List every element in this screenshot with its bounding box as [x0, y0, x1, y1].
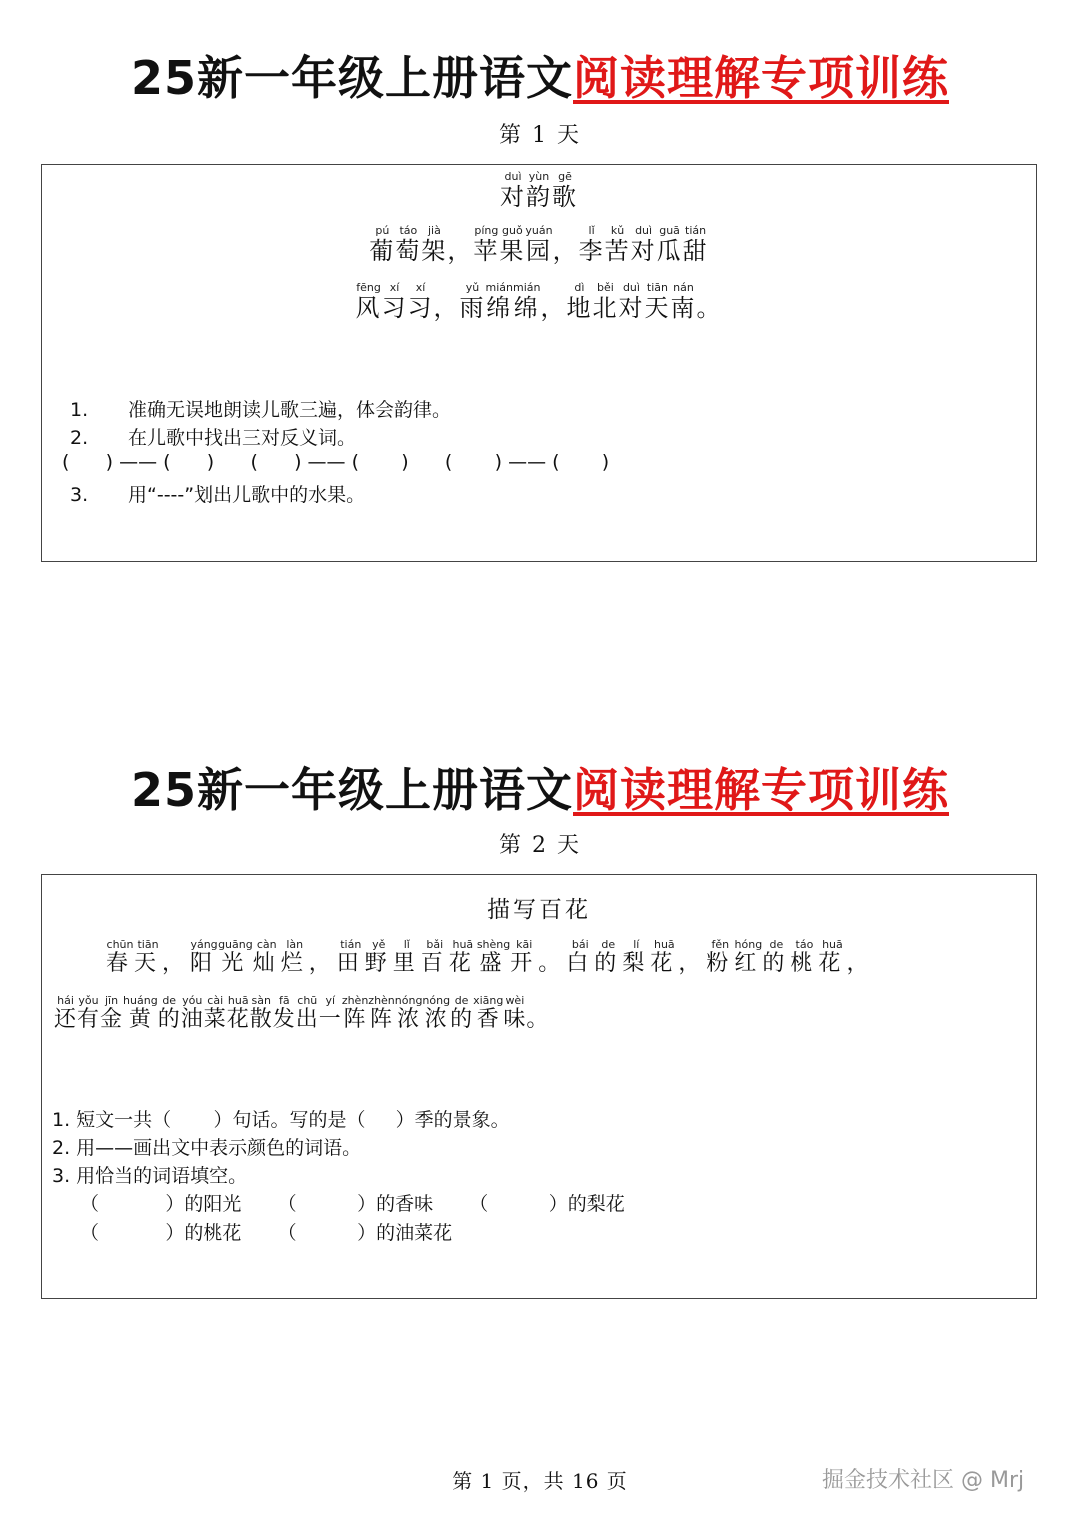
title-red-part: 阅读理解专项训练	[573, 51, 949, 105]
exercise-box-2	[41, 874, 1037, 1299]
pinyin: kāi	[510, 938, 539, 951]
hanzi-char: ，	[433, 294, 460, 322]
pinyin: de	[762, 938, 791, 951]
hanzi-char: 风fēng	[355, 281, 382, 322]
pinyin: xiāng	[473, 994, 504, 1007]
hanzi-char: 里lǐ	[392, 938, 421, 976]
hanzi-char: 绵mián	[512, 281, 541, 322]
hanzi-char: 园yuán	[525, 224, 553, 265]
pinyin: tián	[682, 224, 709, 237]
poem-title	[42, 171, 1036, 212]
watermark: 掘金技术社区 @ Mrj	[822, 1468, 1025, 1493]
hanzi-char: 绵mián	[485, 281, 513, 322]
pinyin: zhèn	[368, 994, 395, 1007]
pinyin: de	[157, 994, 181, 1007]
pinyin: duì	[500, 170, 526, 183]
hanzi-char: 雨yǔ	[459, 281, 486, 322]
pinyin: jià	[421, 224, 448, 237]
hanzi-char: 粉fěn	[706, 938, 735, 976]
pinyin: kǔ	[604, 224, 631, 237]
question-3: 3. 用恰当的词语填空。	[52, 1165, 248, 1187]
pinyin: gē	[552, 170, 578, 183]
page-footer: 第 1 页，共 16 页	[452, 1469, 628, 1493]
hanzi-char: 歌gē	[552, 170, 578, 211]
pinyin: dì	[566, 281, 593, 294]
hanzi-char: 的de	[157, 994, 181, 1032]
hanzi-char: 南nán	[670, 281, 697, 322]
pinyin: jīn	[100, 994, 124, 1007]
fill-blank-row-1: （ ）的阳光 （ ）的香味 （ ）的梨花	[80, 1193, 625, 1215]
question-1: 1. 准确无误地朗读儿歌三遍，体会韵律。	[70, 399, 452, 421]
fill-blank-row-2: （ ）的桃花 （ ）的油菜花	[80, 1222, 453, 1244]
pinyin: yí	[318, 994, 342, 1007]
hanzi-char: 的de	[450, 994, 474, 1032]
hanzi-char: 苹píng	[473, 224, 500, 265]
pinyin: táo	[395, 224, 422, 237]
pinyin: càn	[252, 938, 281, 951]
pinyin: wèi	[503, 994, 527, 1007]
hanzi-char: 对duì	[630, 224, 657, 265]
hanzi-char: 葡pú	[369, 224, 396, 265]
pinyin: zhèn	[341, 994, 369, 1007]
hanzi-char: 百bǎi	[420, 938, 449, 976]
pinyin: guā	[656, 224, 683, 237]
pinyin: xí	[407, 281, 434, 294]
pinyin: làn	[280, 938, 309, 951]
hanzi-char: 天tiān	[134, 938, 163, 976]
passage-line-2	[54, 995, 549, 1033]
hanzi-char: 甜tián	[682, 224, 709, 265]
hanzi-char: 田tián	[336, 938, 365, 976]
hanzi-char: 。	[538, 951, 567, 976]
question-2: 2. 在儿歌中找出三对反义词。	[70, 427, 357, 449]
poem-line-1	[42, 225, 1036, 266]
pinyin: nóng	[422, 994, 451, 1007]
hanzi-char: 发fā	[272, 994, 296, 1032]
hanzi-char: 散sàn	[249, 994, 273, 1032]
pinyin: nán	[670, 281, 697, 294]
pinyin: de	[594, 938, 623, 951]
hanzi-char: 烂làn	[280, 938, 309, 976]
hanzi-char: 花huā	[226, 994, 250, 1032]
hanzi-char: 瓜guā	[656, 224, 683, 265]
day-label-1: 第 1 天	[499, 123, 581, 148]
hanzi-char: ，	[162, 951, 191, 976]
pinyin: lí	[622, 938, 651, 951]
pinyin: yǒu	[77, 994, 101, 1007]
pinyin: chūn	[106, 938, 134, 951]
pinyin: xí	[381, 281, 408, 294]
hanzi-char: ，	[447, 237, 474, 265]
hanzi-char: 盛shèng	[476, 938, 511, 976]
question-1: 1. 短文一共（ ）句话。写的是（ ）季的景象。	[52, 1109, 510, 1131]
passage-title: 描写百花	[487, 897, 591, 923]
pinyin: hái	[54, 994, 77, 1007]
pinyin: duì	[630, 224, 657, 237]
hanzi-char: 韵yùn	[526, 170, 552, 211]
pinyin: yě	[364, 938, 393, 951]
pinyin: běi	[592, 281, 619, 294]
pinyin: lǐ	[578, 224, 605, 237]
pinyin: chū	[295, 994, 319, 1007]
pinyin: huā	[448, 938, 477, 951]
hanzi-char: ，	[308, 951, 337, 976]
pinyin: cài	[203, 994, 227, 1007]
pinyin: bǎi	[420, 938, 449, 951]
hanzi-char: 对duì	[500, 170, 526, 211]
hanzi-char: 习xí	[407, 281, 434, 322]
hanzi-char: 。	[696, 294, 723, 322]
pinyin: guāng	[218, 938, 253, 951]
hanzi-char: 北běi	[592, 281, 619, 322]
hanzi-char: 红hóng	[734, 938, 763, 976]
hanzi-char: 。	[526, 1007, 550, 1032]
hanzi-char: 味wèi	[503, 994, 527, 1032]
question-2: 2. 用——画出文中表示颜色的词语。	[52, 1137, 362, 1159]
pinyin: yǔ	[459, 281, 486, 294]
hanzi-char: 的de	[594, 938, 623, 976]
hanzi-char: ，	[552, 237, 579, 265]
pinyin: fēng	[355, 281, 382, 294]
hanzi-char: 油yóu	[180, 994, 204, 1032]
hanzi-char: 出chū	[295, 994, 319, 1032]
hanzi-char: 春chūn	[106, 938, 135, 976]
title-black-part: 25新一年级上册语文	[130, 51, 573, 105]
pinyin: yuán	[525, 224, 553, 237]
worksheet-title-2	[0, 762, 1080, 818]
hanzi-char: 花huā	[650, 938, 679, 976]
hanzi-char: 还hái	[54, 994, 78, 1032]
question-3: 3. 用“----”划出儿歌中的水果。	[70, 484, 366, 506]
hanzi-char: 灿càn	[252, 938, 281, 976]
hanzi-char: 果guǒ	[499, 224, 526, 265]
pinyin: guǒ	[499, 224, 526, 237]
hanzi-char: 白bái	[566, 938, 595, 976]
pinyin: pú	[369, 224, 396, 237]
hanzi-char: 花huā	[818, 938, 847, 976]
pinyin: fěn	[706, 938, 735, 951]
hanzi-char: 野yě	[364, 938, 393, 976]
hanzi-char: 黄huáng	[123, 994, 158, 1032]
passage-line-1	[106, 939, 874, 977]
pinyin: yáng	[190, 938, 219, 951]
pinyin: duì	[618, 281, 645, 294]
antonym-blanks: ( ) —— ( ) ( ) —— ( ) ( ) —— ( )	[62, 451, 610, 473]
pinyin: huáng	[123, 994, 158, 1007]
hanzi-char: 阵zhèn	[341, 994, 369, 1032]
hanzi-char: ，	[678, 951, 707, 976]
pinyin: bái	[566, 938, 595, 951]
pinyin: hóng	[734, 938, 763, 951]
pinyin: de	[450, 994, 474, 1007]
hanzi-char: 浓nóng	[394, 994, 423, 1032]
pinyin: huā	[650, 938, 679, 951]
hanzi-char: 的de	[762, 938, 791, 976]
hanzi-char: 菜cài	[203, 994, 227, 1032]
hanzi-char: 花huā	[448, 938, 477, 976]
pinyin: mián	[512, 281, 541, 294]
hanzi-char: 光guāng	[218, 938, 253, 976]
hanzi-char: 天tiān	[644, 281, 671, 322]
pinyin: tiān	[134, 938, 163, 951]
hanzi-char: ，	[540, 294, 567, 322]
pinyin: yóu	[180, 994, 204, 1007]
title-red-part: 阅读理解专项训练	[573, 763, 949, 817]
hanzi-char: 习xí	[381, 281, 408, 322]
hanzi-char: 架jià	[421, 224, 448, 265]
pinyin: tiān	[644, 281, 671, 294]
day-label-2: 第 2 天	[499, 833, 581, 858]
exercise-box-1	[41, 164, 1037, 562]
hanzi-char: 开kāi	[510, 938, 539, 976]
hanzi-char: 阵zhèn	[368, 994, 395, 1032]
pinyin: huā	[818, 938, 847, 951]
hanzi-char: 梨lí	[622, 938, 651, 976]
hanzi-char: ，	[846, 951, 875, 976]
hanzi-char: 对duì	[618, 281, 645, 322]
hanzi-char: 桃táo	[790, 938, 819, 976]
pinyin: huā	[226, 994, 250, 1007]
hanzi-char: 苦kǔ	[604, 224, 631, 265]
hanzi-char: 金jīn	[100, 994, 124, 1032]
hanzi-char: 浓nóng	[422, 994, 451, 1032]
pinyin: tián	[336, 938, 365, 951]
pinyin: píng	[473, 224, 500, 237]
pinyin: táo	[790, 938, 819, 951]
worksheet-title-1	[0, 50, 1080, 106]
pinyin: fā	[272, 994, 296, 1007]
hanzi-char: 萄táo	[395, 224, 422, 265]
poem-line-2	[42, 282, 1036, 323]
hanzi-char: 李lǐ	[578, 224, 605, 265]
hanzi-char: 地dì	[566, 281, 593, 322]
hanzi-char: 阳yáng	[190, 938, 219, 976]
hanzi-char: 香xiāng	[473, 994, 504, 1032]
pinyin: sàn	[249, 994, 273, 1007]
title-black-part: 25新一年级上册语文	[130, 763, 573, 817]
pinyin: shèng	[476, 938, 511, 951]
hanzi-char: 有yǒu	[77, 994, 101, 1032]
pinyin: lǐ	[392, 938, 421, 951]
pinyin: yùn	[526, 170, 552, 183]
pinyin: nóng	[394, 994, 423, 1007]
hanzi-char: 一yí	[318, 994, 342, 1032]
pinyin: mián	[485, 281, 513, 294]
